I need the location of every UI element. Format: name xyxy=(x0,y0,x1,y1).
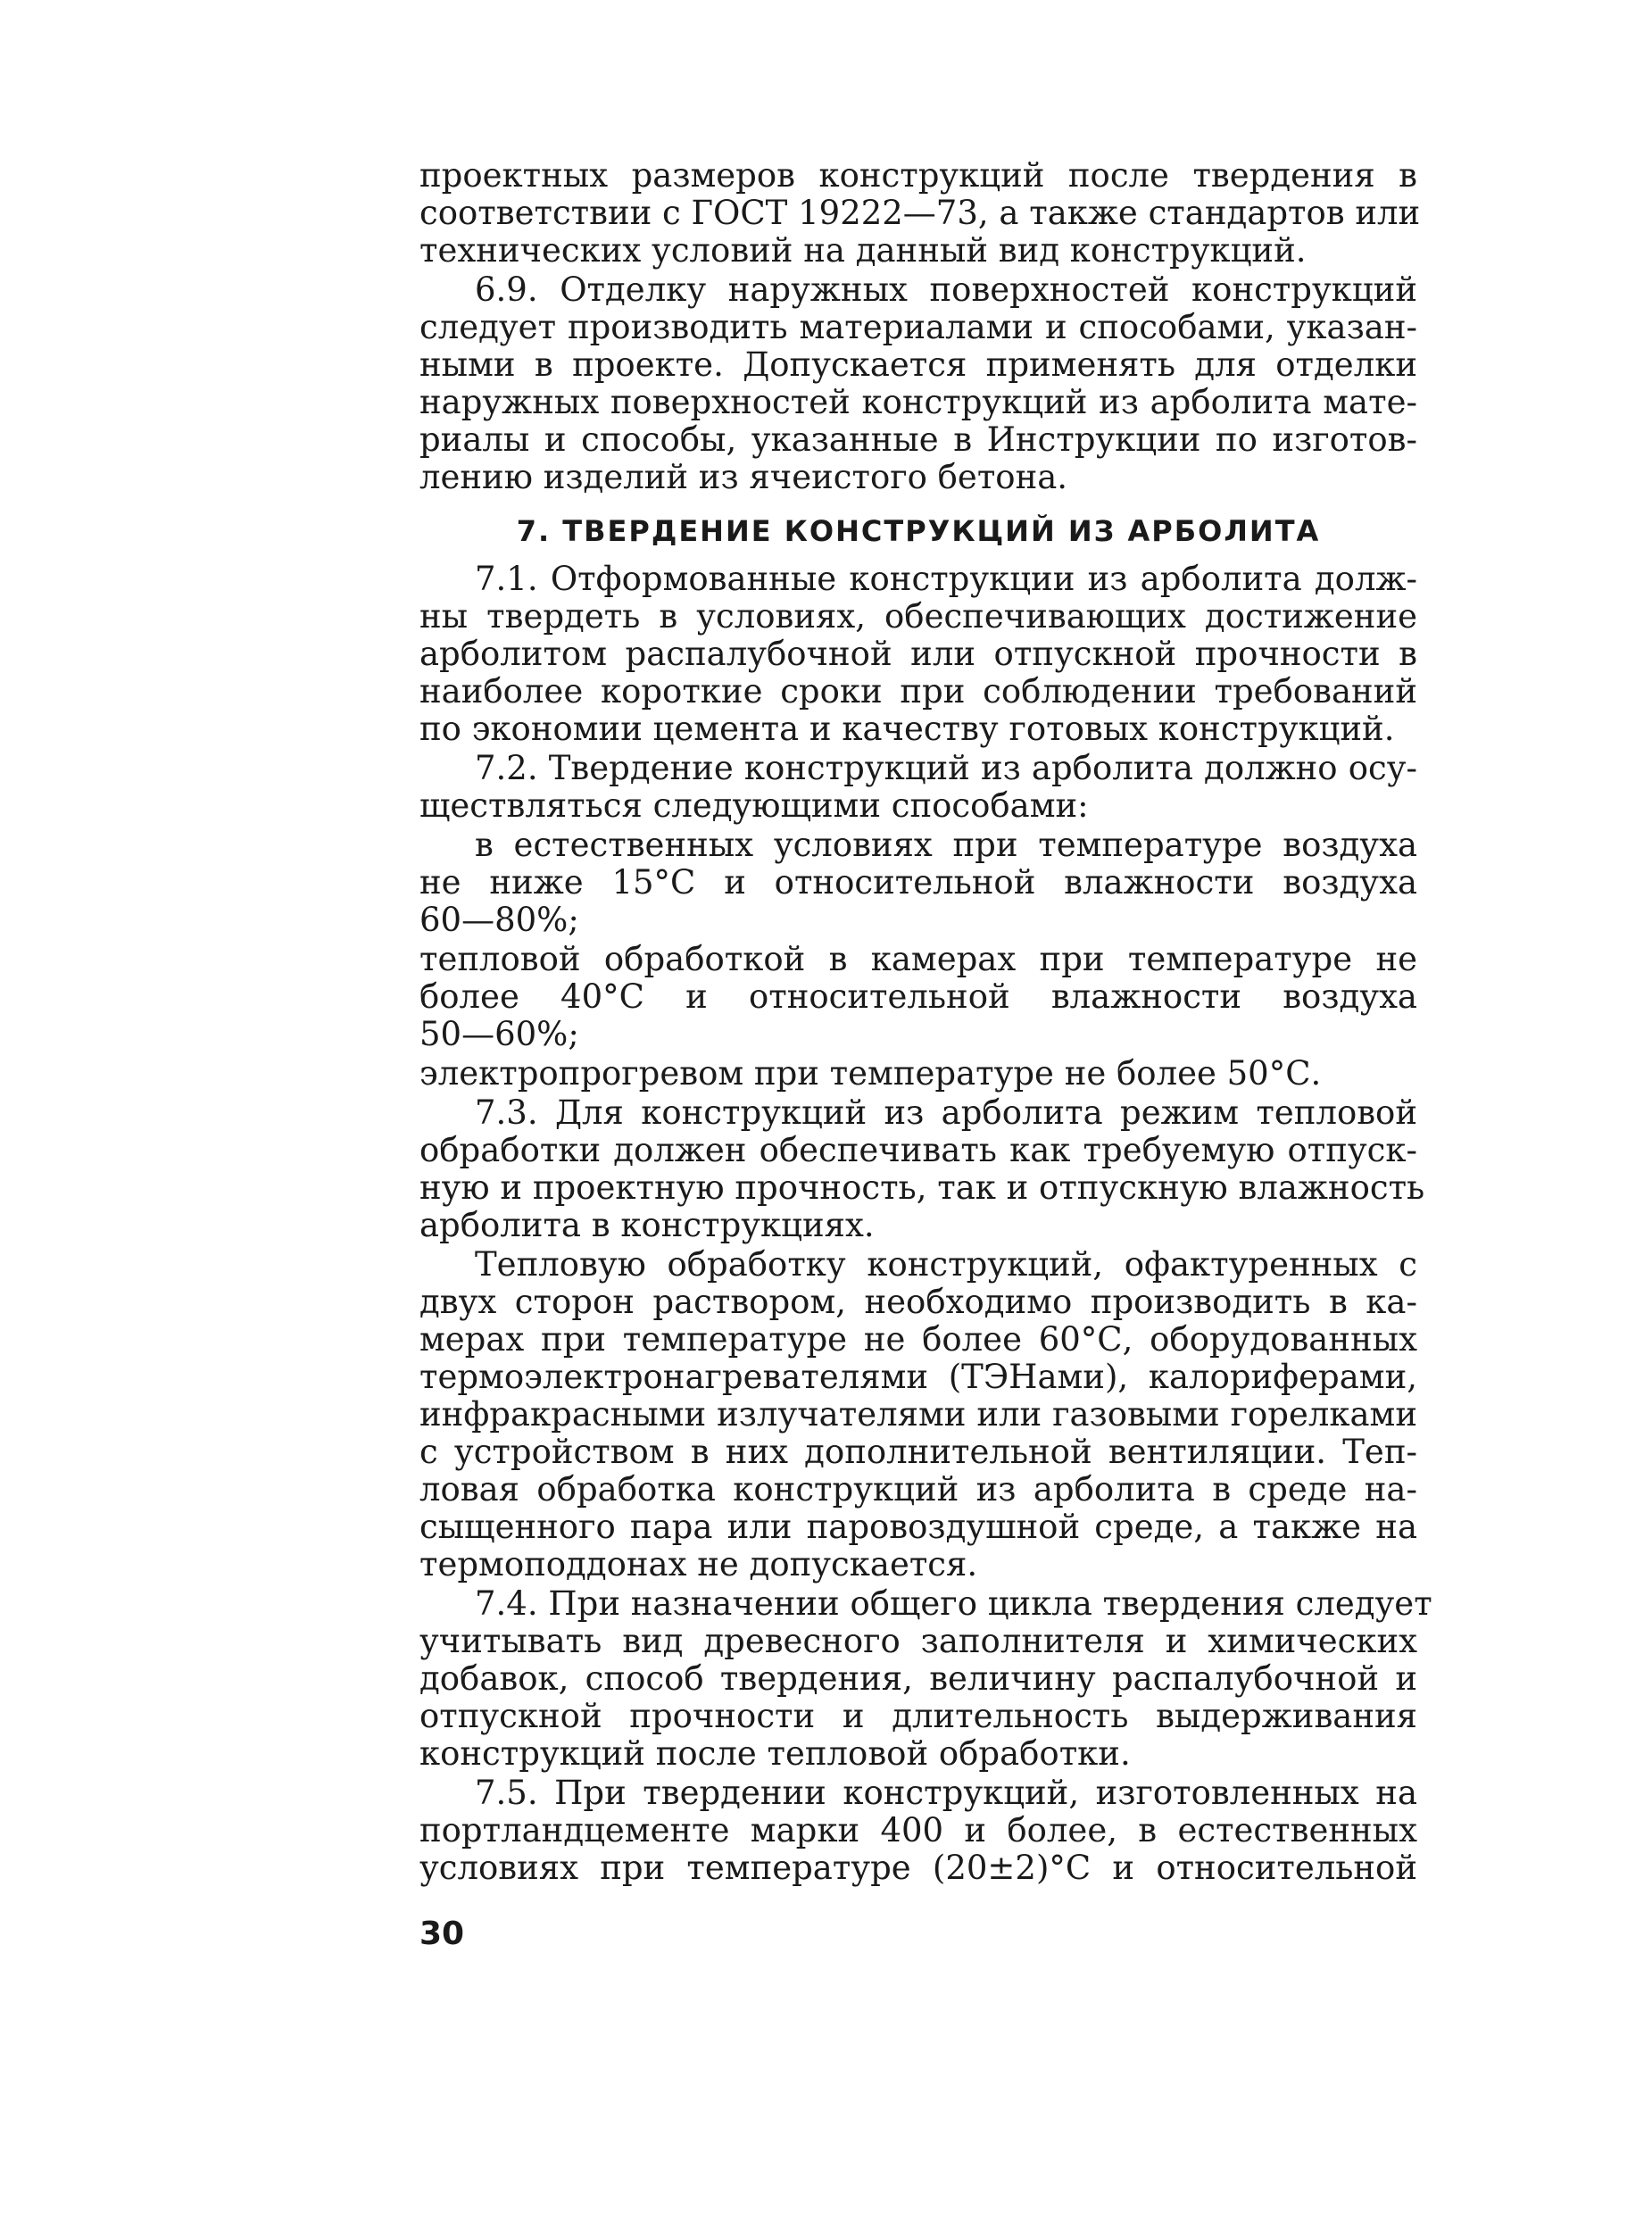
text-line: ществляться следующими способами: xyxy=(419,786,1089,825)
paragraph-7-5 xyxy=(419,1775,1417,1887)
page-number: 30 xyxy=(419,1916,465,1952)
intro-paragraph xyxy=(419,156,1421,270)
section-7-heading: 7. ТВЕРДЕНИЕ КОНСТРУКЦИЙ ИЗ АРБОЛИТА xyxy=(516,514,1321,548)
text-line: технических условий на данный вид конструкций. xyxy=(419,231,1307,270)
text-line: 7.1. Отформованные конструкции из арболита долж- xyxy=(475,560,1417,598)
paragraph-6-9 xyxy=(419,271,1417,496)
text-line: 50—60%; xyxy=(419,1015,579,1053)
text-line: двух сторон раствором, необходимо производить в ка- xyxy=(419,1283,1417,1321)
text-line: более 40°С и относительной влажности воздуха xyxy=(419,977,1417,1016)
paragraph-7-4 xyxy=(419,1584,1432,1773)
text-line: 7.5. При твердении конструкций, изготовленных на xyxy=(475,1774,1417,1812)
text-line: сыщенного пара или паровоздушной среде, а также на xyxy=(419,1508,1417,1546)
curing-method-electric xyxy=(419,1055,1417,1093)
text-line: условиях при температуре (20±2)°С и относительной xyxy=(419,1849,1417,1887)
document-page xyxy=(419,156,1432,1889)
text-line: по экономии цемента и качеству готовых конструкций. xyxy=(419,710,1395,748)
text-line: конструкций после тепловой обработки. xyxy=(419,1734,1131,1773)
text-line: термоподдонах не допускается. xyxy=(419,1545,978,1583)
text-line: 7.3. Для конструкций из арболита режим тепловой xyxy=(475,1093,1417,1132)
text-line: тепловой обработкой в камерах при температуре не xyxy=(419,940,1417,978)
text-line: ловая обработка конструкций из арболита в среде на- xyxy=(419,1470,1417,1509)
text-line: отпускной прочности и длительность выдерживания xyxy=(419,1697,1417,1735)
text-line: в естественных условиях при температуре воздуха xyxy=(475,826,1417,864)
text-line: мерах при температуре не более 60°С, оборудованных xyxy=(419,1320,1417,1359)
text-line: с устройством в них дополнительной вентиляции. Теп- xyxy=(419,1433,1417,1471)
text-line: 60—80%; xyxy=(419,901,579,939)
curing-method-thermal xyxy=(419,941,1417,1053)
text-line: учитывать вид древесного заполнителя и химических xyxy=(419,1622,1417,1660)
text-line: портландцементе марки 400 и более, в естественных xyxy=(419,1811,1417,1849)
text-line: ными в проекте. Допускается применять для отделки xyxy=(419,345,1417,384)
text-line: не ниже 15°С и относительной влажности воздуха xyxy=(419,863,1417,902)
text-line: ны твердеть в условиях, обеспечивающих достижение xyxy=(419,597,1417,636)
text-line: наружных поверхностей конструкций из арболита мате- xyxy=(419,383,1417,421)
text-line: наиболее короткие сроки при соблюдении требований xyxy=(419,672,1417,711)
text-line: соответствии с ГОСТ 19222—73, а также стандартов или xyxy=(419,194,1421,232)
text-line: риалы и способы, указанные в Инструкции по изготов- xyxy=(419,420,1417,459)
paragraph-7-2 xyxy=(419,750,1417,825)
text-line: проектных размеров конструкций после твердения в xyxy=(419,156,1417,195)
paragraph-7-3-continued xyxy=(419,1246,1417,1583)
text-line: 7.2. Твердение конструкций из арболита должно осу- xyxy=(475,749,1417,787)
paragraph-7-3 xyxy=(419,1093,1425,1244)
text-line: арболитом распалубочной или отпускной прочности в xyxy=(419,635,1417,673)
text-line: следует производить материалами и способами, указан- xyxy=(419,308,1417,346)
text-line: 6.9. Отделку наружных поверхностей конструкций xyxy=(475,270,1417,309)
text-line: Тепловую обработку конструкций, офактуренных с xyxy=(475,1245,1417,1284)
text-line: 7.4. При назначении общего цикла твердения следует xyxy=(475,1584,1432,1623)
paragraph-7-1 xyxy=(419,561,1417,748)
text-line: обработки должен обеспечивать как требуемую отпуск- xyxy=(419,1131,1417,1169)
text-line: инфракрасными излучателями или газовыми горелками xyxy=(419,1395,1417,1434)
text-line: добавок, способ твердения, величину распалубочной и xyxy=(419,1659,1417,1698)
curing-method-natural xyxy=(419,827,1417,939)
text-line: арболита в конструкциях. xyxy=(419,1206,875,1244)
text-line: термоэлектронагревателями (ТЭНами), калориферами, xyxy=(419,1358,1417,1396)
text-line: электропрогревом при температуре не более 50°С. xyxy=(419,1054,1322,1093)
text-line: ную и проектную прочность, так и отпускную влажность xyxy=(419,1168,1425,1207)
text-line: лению изделий из ячеистого бетона. xyxy=(419,458,1068,496)
